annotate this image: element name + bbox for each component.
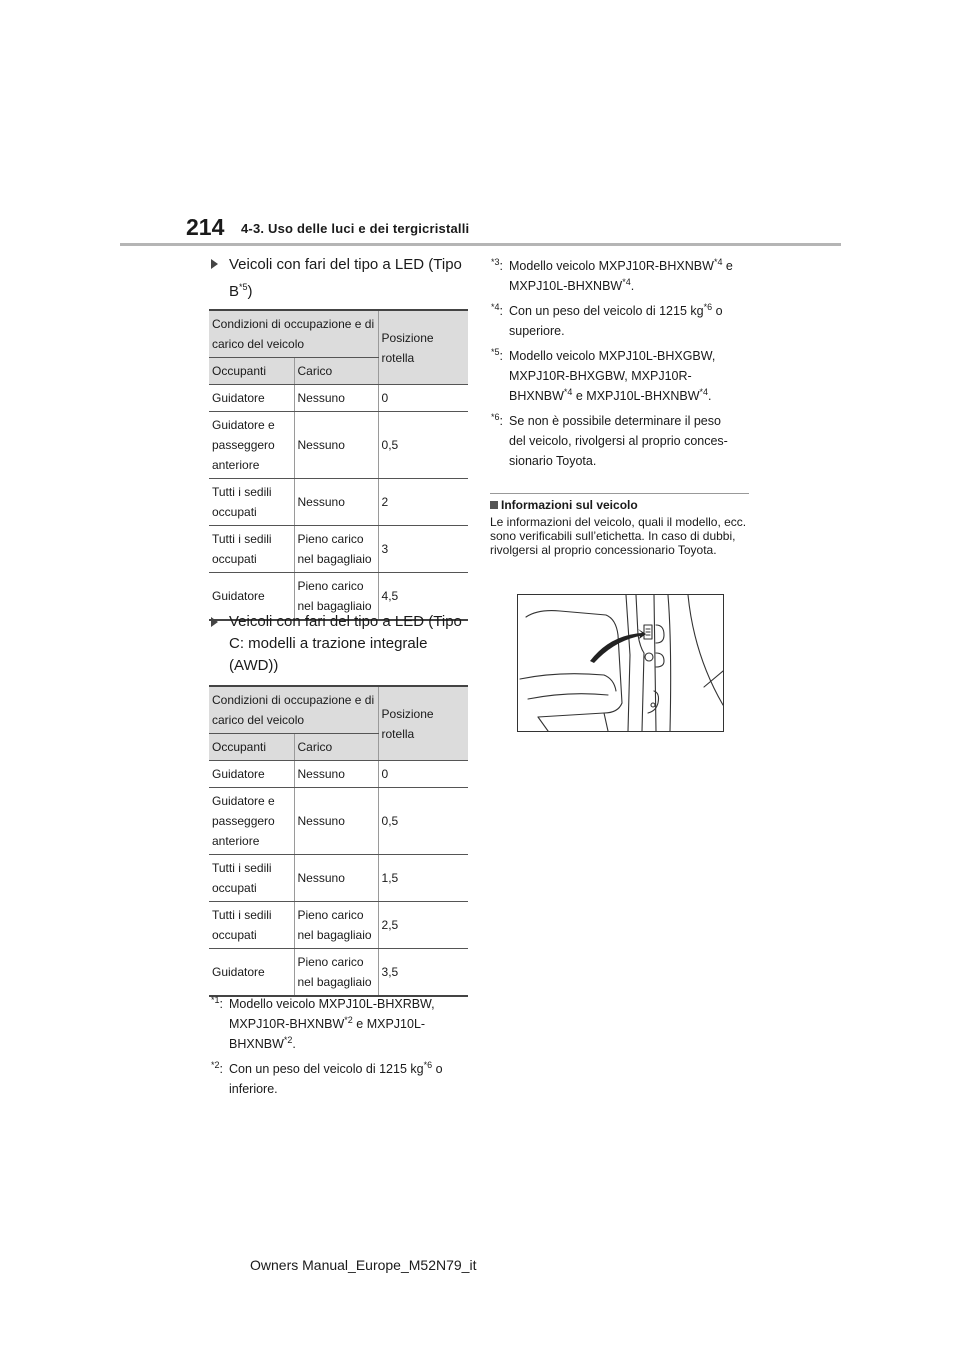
table-row: [209, 526, 468, 573]
cell-position: 2,5: [378, 902, 468, 949]
footnote-ref: *5: [239, 282, 248, 292]
cell-position: 0,5: [378, 412, 468, 479]
footnote-line: MXPJ10R-BHXNBW$^{*2}$ e MXPJ10L-: [229, 1014, 426, 1031]
section-title: 4-3. Uso delle luci e dei tergicristalli: [241, 221, 470, 236]
cell-load: Nessuno: [294, 788, 378, 855]
footnote-line: BHXNBW$^{*2}$.: [229, 1034, 296, 1051]
info-divider: [490, 493, 749, 494]
table-header-load: Carico: [294, 358, 378, 385]
cell-occupants: Tutti i sedili occupati: [209, 902, 294, 949]
table-row: [209, 949, 468, 997]
square-bullet-icon: [490, 501, 498, 509]
table-header-position: Posizione rotella: [378, 310, 468, 385]
cell-position: 0: [378, 761, 468, 788]
table-row: [209, 855, 468, 902]
bullet-arrow-icon: [211, 259, 218, 269]
footnote-marker: $^{*6}$:: [491, 411, 503, 428]
cell-occupants: Guidatore: [209, 385, 294, 412]
footnote-2: [211, 1059, 473, 1099]
cell-occupants: Tutti i sedili occupati: [209, 479, 294, 526]
cell-occupants: Guidatore: [209, 949, 294, 997]
heading-text: Veicoli con fari del tipo a LED (Tipo C: modelli a trazione integrale (AWD)): [229, 613, 462, 674]
footnote-line: BHXNBW$^{*4}$ e MXPJ10L-BHXNBW$^{*4}$.: [509, 386, 712, 403]
cell-load: Nessuno: [294, 385, 378, 412]
info-title: Informazioni sul veicolo: [501, 498, 638, 512]
table-header-condition: Condizioni di occupazione e di carico del veicolo: [209, 310, 378, 358]
cell-load: Nessuno: [294, 412, 378, 479]
section-heading-type-b: [211, 253, 471, 304]
footnote-1: [211, 994, 473, 1054]
info-body: Le informazioni del veicolo, quali il modello, ecc. sono verificabili sull’etichetta. In caso di dubbi, rivolgersi al proprio concessionario Toyota.: [490, 515, 747, 557]
cell-occupants: Tutti i sedili occupati: [209, 855, 294, 902]
footnote-3: [491, 256, 753, 296]
info-heading: [490, 498, 638, 512]
cell-position: 3,5: [378, 949, 468, 997]
footnote-line: inferiore.: [229, 1082, 278, 1096]
footnote-line: superiore.: [509, 324, 565, 338]
footnote-marker: $^{*4}$:: [491, 301, 503, 318]
heading-text: B: [229, 283, 240, 300]
footnote-line: Modello veicolo MXPJ10L-BHXRBW,: [229, 997, 435, 1011]
cell-position: 4,5: [378, 573, 468, 621]
footer-manual-id: Owners Manual_Europe_M52N79_it: [250, 1257, 477, 1273]
cell-load: Nessuno: [294, 761, 378, 788]
table-row: [209, 761, 468, 788]
page-number: 214: [186, 214, 225, 240]
cell-position: 0: [378, 385, 468, 412]
footnote-line: Con un peso del veicolo di 1215 $kg^{*6}$ o: [229, 1059, 443, 1076]
bullet-arrow-icon: [211, 617, 218, 627]
cell-load: Nessuno: [294, 479, 378, 526]
footnote-marker: $^{*2}$:: [211, 1059, 223, 1076]
footnote-line: MXPJ10L-BHXNBW$^{*4}$.: [509, 276, 635, 293]
cell-load: Pieno carico nel bagagliaio: [294, 526, 378, 573]
table-row: [209, 385, 468, 412]
cell-occupants: Guidatore: [209, 573, 294, 621]
footnote-line: Se non è possibile determinare il peso: [509, 414, 721, 428]
table-row: [209, 902, 468, 949]
section-heading-type-c: [211, 611, 473, 677]
footnote-6: [491, 411, 753, 471]
table-header-position: Posizione rotella: [378, 686, 468, 761]
table-row: [209, 412, 468, 479]
heading-line-1: Veicoli con fari del tipo a LED (Tipo: [229, 256, 462, 273]
cell-occupants: Guidatore: [209, 761, 294, 788]
occupancy-table-type-c: [209, 685, 468, 997]
table-header-condition: Condizioni di occupazione e di carico del veicolo: [209, 686, 378, 734]
vehicle-label-illustration: [517, 594, 724, 732]
table-header-occupants: Occupanti: [209, 734, 294, 761]
table-header-occupants: Occupanti: [209, 358, 294, 385]
footnote-marker: $^{*5}$:: [491, 346, 503, 363]
cell-load: Pieno carico nel bagagliaio: [294, 573, 378, 621]
heading-text: ): [247, 283, 253, 300]
header-divider: [120, 243, 841, 246]
footnote-line: del veicolo, rivolgersi al proprio conces-: [509, 434, 728, 448]
footnote-line: Modello veicolo MXPJ10L-BHXGBW,: [509, 349, 716, 363]
cell-position: 2: [378, 479, 468, 526]
occupancy-table-type-b: [209, 309, 468, 621]
cell-position: 3: [378, 526, 468, 573]
footnote-line: Modello veicolo MXPJ10R-BHXNBW$^{*4}$ e: [509, 256, 733, 273]
cell-load: Nessuno: [294, 855, 378, 902]
table-row: [209, 479, 468, 526]
footnotes-right: [491, 256, 753, 476]
cell-load: Pieno carico nel bagagliaio: [294, 902, 378, 949]
cell-occupants: Tutti i sedili occupati: [209, 526, 294, 573]
footnote-4: [491, 301, 753, 341]
footnotes-left: [211, 994, 473, 1104]
heading-line-2: [229, 280, 471, 304]
door-pillar-label-icon: [518, 595, 723, 731]
footnote-line: sionario Toyota.: [509, 454, 597, 468]
cell-position: 1,5: [378, 855, 468, 902]
cell-load: Pieno carico nel bagagliaio: [294, 949, 378, 997]
table-header-load: Carico: [294, 734, 378, 761]
cell-position: 0,5: [378, 788, 468, 855]
table-row: [209, 788, 468, 855]
footnote-line: Con un peso del veicolo di 1215 $kg^{*6}$ o: [509, 301, 723, 318]
footnote-marker: $^{*3}$:: [491, 256, 503, 273]
footnote-marker: $^{*1}$:: [211, 994, 223, 1011]
cell-occupants: Guidatore e passeggero anteriore: [209, 788, 294, 855]
cell-occupants: Guidatore e passeggero anteriore: [209, 412, 294, 479]
footnote-5: [491, 346, 753, 406]
footnote-line: MXPJ10R-BHXGBW, MXPJ10R-: [509, 369, 692, 383]
